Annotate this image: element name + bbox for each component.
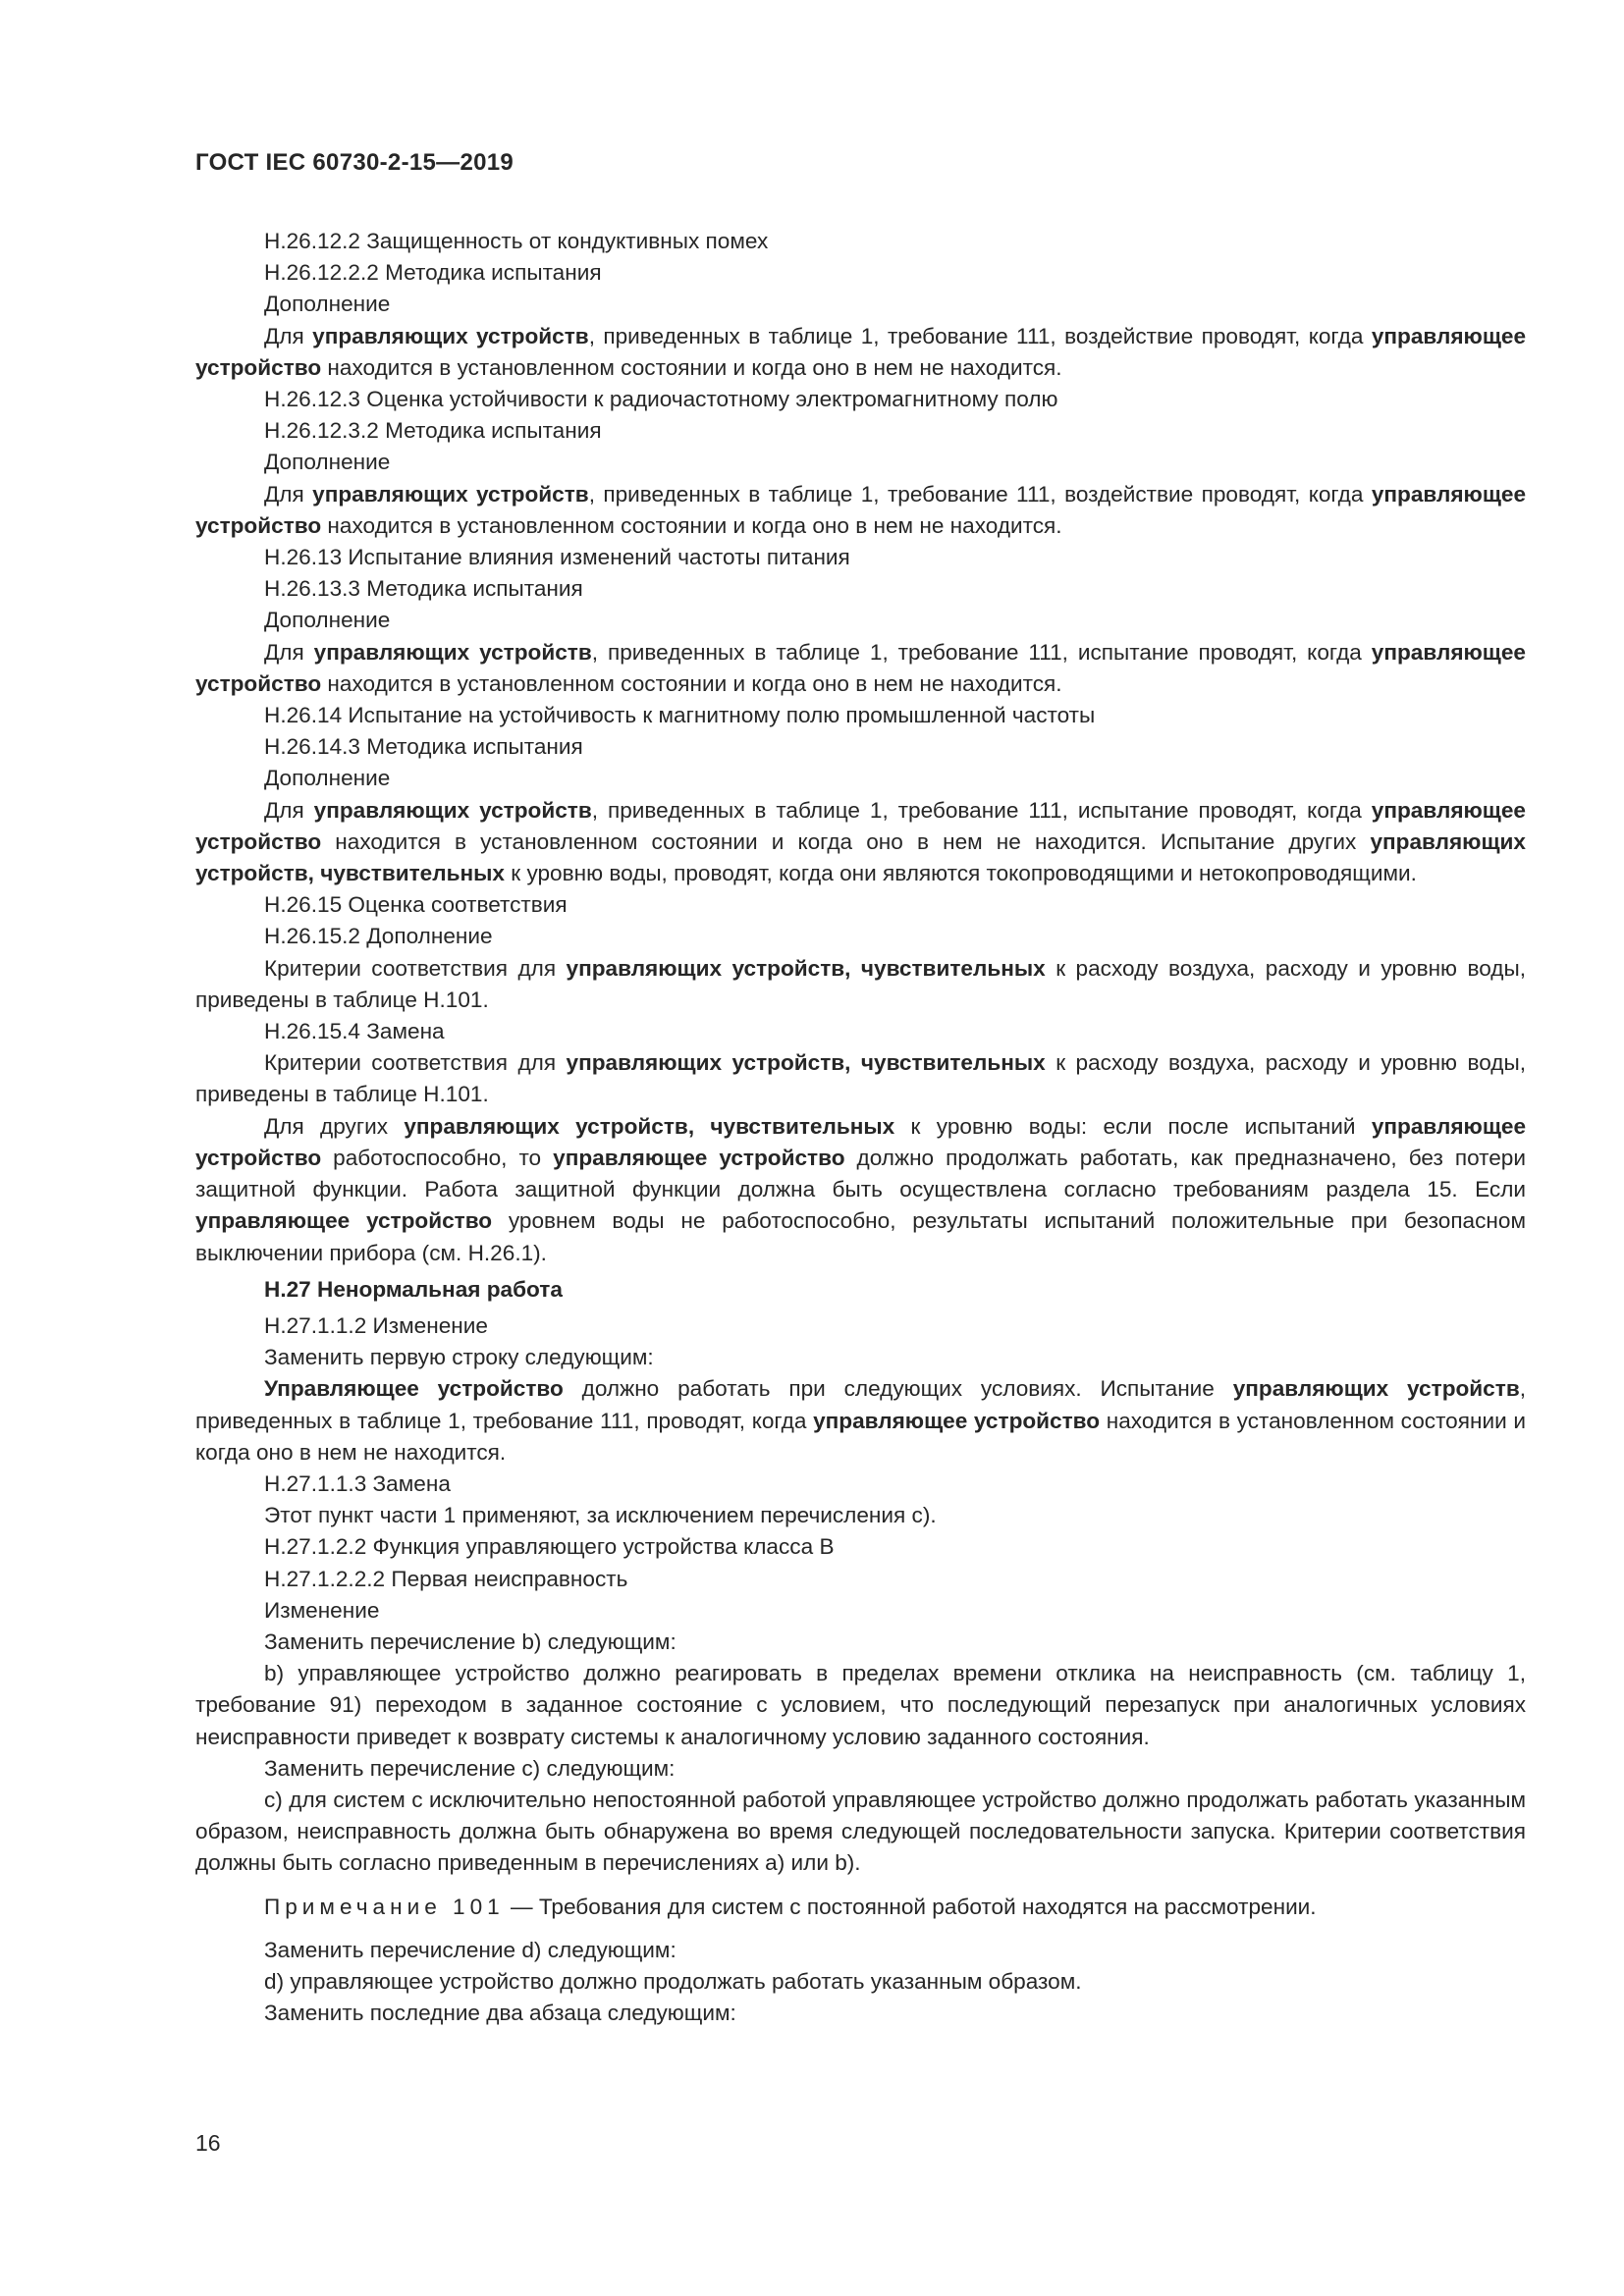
instruction: Заменить первую строку следующим: xyxy=(264,1345,654,1370)
defined-term: управляющих устройств, чувствительных xyxy=(566,955,1046,981)
defined-term: управляющее устройство xyxy=(195,1113,1527,1170)
clause-heading: H.27.1.2.2.2 Первая неисправность xyxy=(264,1566,628,1591)
clause-heading: H.26.15.4 Замена xyxy=(264,1019,445,1044)
defined-term: управляющих устройств, чувствительных xyxy=(404,1113,895,1139)
body-paragraph: Для управляющих устройств, приведенных в таблице 1, требование 111, испытание проводят, когда управляющее устройство находится в установленном состоянии и когда оно в нем не находится. Испытание других управляющих устройств, чувствительных к уровню воды, проводят, когда они являются токопроводящими и нетокопроводящими. xyxy=(195,797,1526,886)
defined-term: управляющих устройств xyxy=(312,481,589,507)
body-paragraph: Критерии соответствия для управляющих устройств, чувствительных к расходу воздуха, расходу и уровню воды, приведены в таблице H.101. xyxy=(195,1050,1526,1107)
note-label: Примечание 101 xyxy=(264,1894,505,1919)
defined-term: управляющее устройство xyxy=(195,323,1527,380)
section-heading-text: H.27 Ненормальная работа xyxy=(264,1276,563,1302)
defined-term: управляющих устройств xyxy=(313,797,592,823)
defined-term: управляющих устройств xyxy=(312,323,589,348)
clause-heading: H.26.15 Оценка соответствия xyxy=(264,892,568,918)
list-item: d) управляющее устройство должно продолжать работать указанным образом. xyxy=(264,1968,1082,1994)
clause-heading: H.26.14 Испытание на устойчивость к магнитному полю промышленной частоты xyxy=(264,703,1096,728)
body-paragraph: Для других управляющих устройств, чувствительных к уровню воды: если после испытаний управляющее устройство работоспособно, то управляющее устройство должно продолжать работать, как предназначено, без потери защитной функции. Работа защитной функции должна быть осуществлена согласно требованиям раздела 15. Если управляющее устройство уровнем воды не работоспособно, результаты испытаний положительные при безопасном выключении прибора (см. H.26.1). xyxy=(195,1113,1527,1265)
instruction: Заменить перечисление d) следующим: xyxy=(264,1937,677,1962)
amendment-label: Изменение xyxy=(264,1597,380,1623)
defined-term: управляющее устройство xyxy=(195,797,1526,854)
clause-heading: H.27.1.1.3 Замена xyxy=(264,1470,451,1496)
body-paragraph: Для управляющих устройств, приведенных в таблице 1, требование 111, воздействие проводят, когда управляющее устройство находится в установленном состоянии и когда оно в нем не находится. xyxy=(195,481,1527,538)
note-text: — Требования для систем с постоянной работой находятся на рассмотрении. xyxy=(504,1894,1317,1919)
body-paragraph: Критерии соответствия для управляющих устройств, чувствительных к расходу воздуха, расходу и уровню воды, приведены в таблице H.101. xyxy=(195,955,1526,1012)
document-body xyxy=(195,226,1526,2029)
clause-heading: H.27.1.1.2 Изменение xyxy=(264,1312,488,1338)
instruction: Заменить перечисление c) следующим: xyxy=(264,1755,676,1781)
body-paragraph: Этот пункт части 1 применяют, за исключением перечисления c). xyxy=(264,1503,937,1528)
clause-heading: H.26.15.2 Дополнение xyxy=(264,924,493,949)
page-number: 16 xyxy=(195,2130,221,2156)
clause-heading: H.26.12.2.2 Методика испытания xyxy=(264,260,602,286)
amendment-label: Дополнение xyxy=(264,292,391,317)
amendment-label: Дополнение xyxy=(264,766,391,791)
defined-term: управляющих устройств, чувствительных xyxy=(566,1050,1046,1076)
amendment-label: Дополнение xyxy=(264,450,391,475)
list-item: b) управляющее устройство должно реагировать в пределах времени отклика на неисправность (см. таблицу 1, требование 91) переходом в заданное состояние с условием, что последующий перезапуск при аналогичных условиях неисправности приведет к возврату системы к аналогичному условию заданного состояния. xyxy=(195,1661,1526,1749)
clause-heading: H.26.13 Испытание влияния изменений частоты питания xyxy=(264,545,850,570)
body-paragraph: Для управляющих устройств, приведенных в таблице 1, требование 111, воздействие проводят, когда управляющее устройство находится в установленном состоянии и когда оно в нем не находится. xyxy=(195,323,1527,380)
defined-term: управляющих устройств xyxy=(1232,1376,1520,1402)
defined-term: управляющее устройство xyxy=(553,1145,845,1170)
list-item: c) для систем с исключительно непостоянной работой управляющее устройство должно продолжать работать указанным образом, неисправность должна быть обнаружена во время следующей последовательности запуска. Критерии соответствия должны быть согласно приведенным в перечислениях a) или b). xyxy=(195,1787,1526,1876)
clause-heading: H.26.12.3 Оценка устойчивости к радиочастотному электромагнитному полю xyxy=(264,387,1058,412)
body-paragraph: Управляющее устройство должно работать при следующих условиях. Испытание управляющих устройств, приведенных в таблице 1, требование 111, проводят, когда управляющее устройство находится в установленном состоянии и когда оно в нем не находится. xyxy=(195,1376,1526,1465)
note xyxy=(195,1892,1526,1923)
defined-term: управляющее устройство xyxy=(195,1208,493,1234)
clause-heading: H.26.12.3.2 Методика испытания xyxy=(264,418,602,444)
defined-term: управляющее устройство xyxy=(195,481,1527,538)
section-heading xyxy=(195,1274,1526,1306)
clause-heading: H.26.12.2 Защищенность от кондуктивных помех xyxy=(264,229,769,253)
clause-heading: H.26.13.3 Методика испытания xyxy=(264,576,583,602)
clause-heading: H.26.14.3 Методика испытания xyxy=(264,734,583,760)
document-header: ГОСТ IEC 60730-2-15—2019 xyxy=(195,149,514,176)
defined-term: управляющих устройств, чувствительных xyxy=(195,828,1526,886)
amendment-label: Дополнение xyxy=(264,608,391,633)
defined-term: управляющее устройство xyxy=(813,1408,1101,1433)
body-paragraph: Для управляющих устройств, приведенных в таблице 1, требование 111, испытание проводят, когда управляющее устройство находится в установленном состоянии и когда оно в нем не находится. xyxy=(195,639,1526,696)
instruction: Заменить последние два абзаца следующим: xyxy=(264,2001,736,2026)
clause-heading: H.27.1.2.2 Функция управляющего устройства класса B xyxy=(264,1534,835,1560)
instruction: Заменить перечисление b) следующим: xyxy=(264,1629,677,1654)
defined-term: управляющее устройство xyxy=(195,639,1526,696)
defined-term: управляющих устройств xyxy=(313,639,592,665)
defined-term: Управляющее устройство xyxy=(264,1376,564,1402)
